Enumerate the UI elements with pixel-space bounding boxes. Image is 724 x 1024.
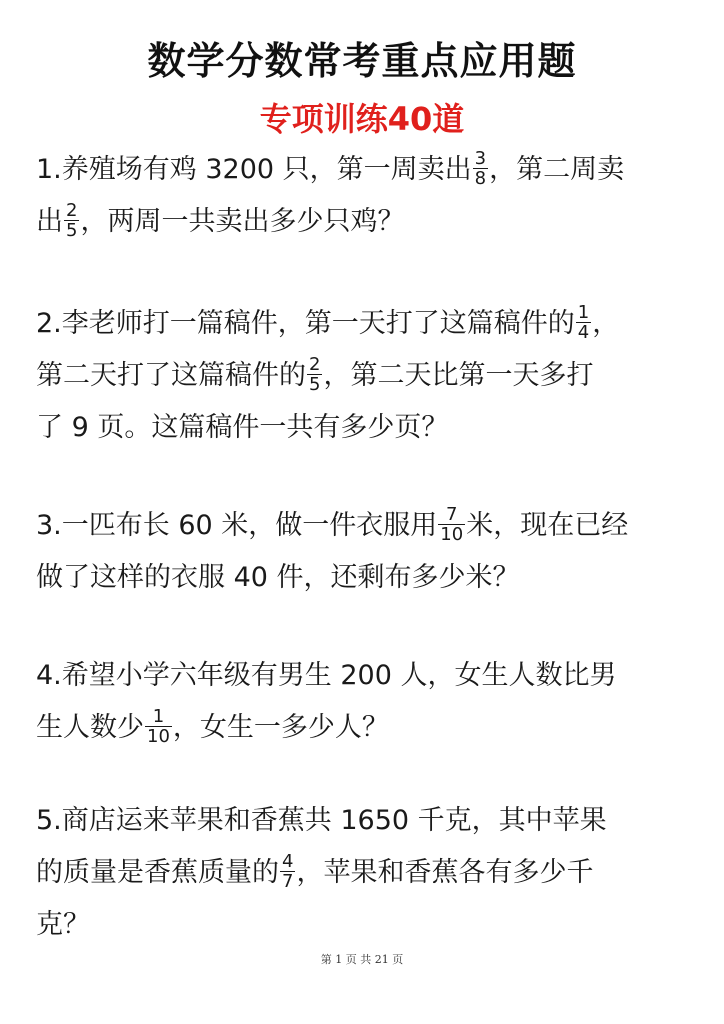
fraction	[307, 355, 322, 394]
problem-4	[36, 650, 696, 754]
problem-text: 1.养殖场有鸡 3200 只，第一周卖出	[36, 154, 472, 185]
fraction-numerator: 1	[145, 707, 172, 727]
problem-line	[36, 847, 696, 899]
fraction	[64, 201, 79, 240]
fraction	[280, 852, 295, 891]
problem-text: ，第二天比第一天多打	[323, 360, 594, 391]
fraction-denominator: 4	[577, 322, 590, 343]
problem-text: ，女生一多少人？	[172, 712, 389, 743]
problem-text: ，两周一共卖出多少只鸡？	[80, 206, 405, 237]
problem-text: ，苹果和香蕉各有多少千	[296, 857, 594, 888]
problem-text: 3.一匹布长 60 米，做一件衣服用	[36, 510, 438, 541]
problem-text: 克？	[36, 909, 90, 940]
fraction-denominator: 10	[440, 524, 464, 545]
problem-line	[36, 552, 696, 604]
problem-line	[36, 196, 696, 248]
fraction-denominator: 8	[474, 168, 487, 189]
problem-text: 5.商店运来苹果和香蕉共 1650 千克，其中苹果	[36, 805, 607, 836]
problem-text: 出	[36, 206, 63, 237]
problem-line	[36, 350, 696, 402]
problem-text: 做了这样的衣服 40 件，还剩布多少米？	[36, 562, 520, 593]
problem-2	[36, 298, 696, 454]
fraction	[576, 303, 591, 342]
problem-line	[36, 500, 696, 552]
fraction-numerator: 2	[309, 354, 321, 375]
fraction-denominator: 5	[309, 374, 321, 395]
fraction	[473, 149, 488, 188]
page-title: 数学分数常考重点应用题	[147, 39, 577, 83]
fraction	[145, 707, 172, 746]
problem-text: 第二天打了这篇稿件的	[36, 360, 306, 391]
problem-1	[36, 144, 696, 248]
fraction-denominator: 7	[282, 871, 294, 892]
problem-text: ，	[592, 308, 620, 339]
fraction-numerator: 7	[438, 505, 465, 525]
problem-text: 的质量是香蕉质量的	[36, 857, 279, 888]
problem-text: 了 9 页。这篇稿件一共有多少页？	[36, 412, 449, 443]
problem-text: 生人数少	[36, 712, 144, 743]
fraction-denominator: 10	[147, 726, 170, 747]
problem-text: 4.希望小学六年级有男生 200 人，女生人数比男	[36, 660, 617, 691]
fraction-numerator: 1	[577, 302, 590, 323]
problem-line	[36, 899, 696, 951]
problem-line	[36, 795, 696, 847]
problem-line	[36, 298, 696, 350]
problem-line	[36, 650, 696, 702]
fraction	[438, 505, 465, 544]
problem-line	[36, 702, 696, 754]
fraction-denominator: 5	[66, 220, 78, 241]
fraction-numerator: 2	[66, 200, 78, 221]
problem-text: 2.李老师打一篇稿件，第一天打了这篇稿件的	[36, 308, 575, 339]
problem-text: ，第二周卖	[489, 154, 625, 185]
fraction-numerator: 4	[282, 851, 294, 872]
problem-line	[36, 144, 696, 196]
problem-line	[36, 402, 696, 454]
page-footer: 第 1 页 共 21 页	[320, 953, 404, 966]
page-subtitle: 专项训练40道	[259, 100, 465, 138]
problem-3	[36, 500, 696, 604]
problem-5	[36, 795, 696, 951]
fraction-numerator: 3	[474, 148, 487, 169]
problem-text: 米，现在已经	[466, 510, 629, 541]
